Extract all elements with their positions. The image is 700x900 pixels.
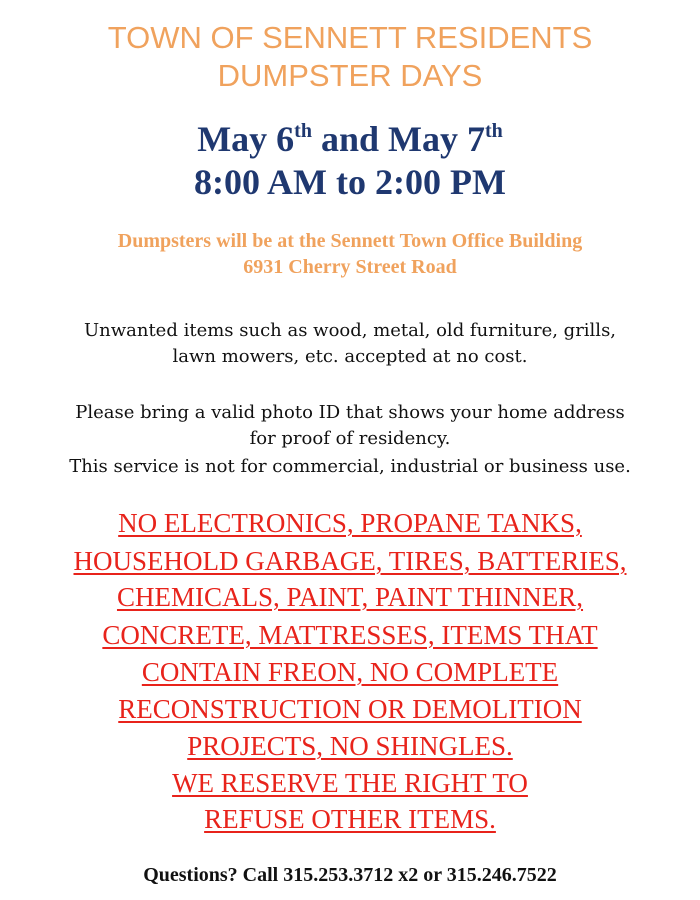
event-hours: 8:00 AM to 2:00 PM: [194, 162, 506, 202]
location-line-2: 6931 Cherry Street Road: [243, 256, 457, 278]
restriction-line: CONCRETE, MATTRESSES, ITEMS THAT: [102, 620, 598, 650]
accepted-items-line-1: Unwanted items such as wood, metal, old furniture, grills,: [83, 320, 617, 341]
reserve-right-line-2: REFUSE OTHER ITEMS.: [204, 804, 496, 834]
restriction-line: RECONSTRUCTION OR DEMOLITION: [118, 694, 582, 724]
restriction-line: NO ELECTRONICS, PROPANE TANKS,: [118, 508, 582, 538]
date-2: May 7: [388, 119, 485, 159]
date-1: May 6: [197, 119, 295, 159]
title-line-2: DUMPSTER DAYS: [217, 58, 483, 93]
event-dates: [0, 118, 700, 160]
accepted-items-line-2: lawn mowers, etc. accepted at no cost.: [172, 346, 528, 367]
contact-phone: Questions? Call 315.253.3712 x2 or 315.246.7522: [143, 864, 557, 886]
date-1-suffix: th: [294, 120, 312, 142]
residency-line-1: Please bring a valid photo ID that shows your home address: [75, 402, 625, 423]
restriction-line: PROJECTS, NO SHINGLES.: [187, 731, 513, 761]
title-line-1: TOWN OF SENNETT RESIDENTS: [107, 20, 593, 55]
location-line-1: Dumpsters will be at the Sennett Town Office Building: [117, 230, 583, 252]
restriction-line: CHEMICALS, PAINT, PAINT THINNER,: [116, 582, 584, 612]
restriction-line: CONTAIN FREON, NO COMPLETE: [141, 657, 559, 687]
reserve-right-line-1: WE RESERVE THE RIGHT TO: [172, 768, 528, 798]
residency-line-2: for proof of residency.: [249, 428, 451, 449]
date-connector: and: [311, 119, 389, 159]
commercial-use-notice: This service is not for commercial, industrial or business use.: [69, 456, 631, 477]
restriction-line: HOUSEHOLD GARBAGE, TIRES, BATTERIES,: [73, 546, 627, 576]
date-2-suffix: th: [485, 120, 503, 142]
